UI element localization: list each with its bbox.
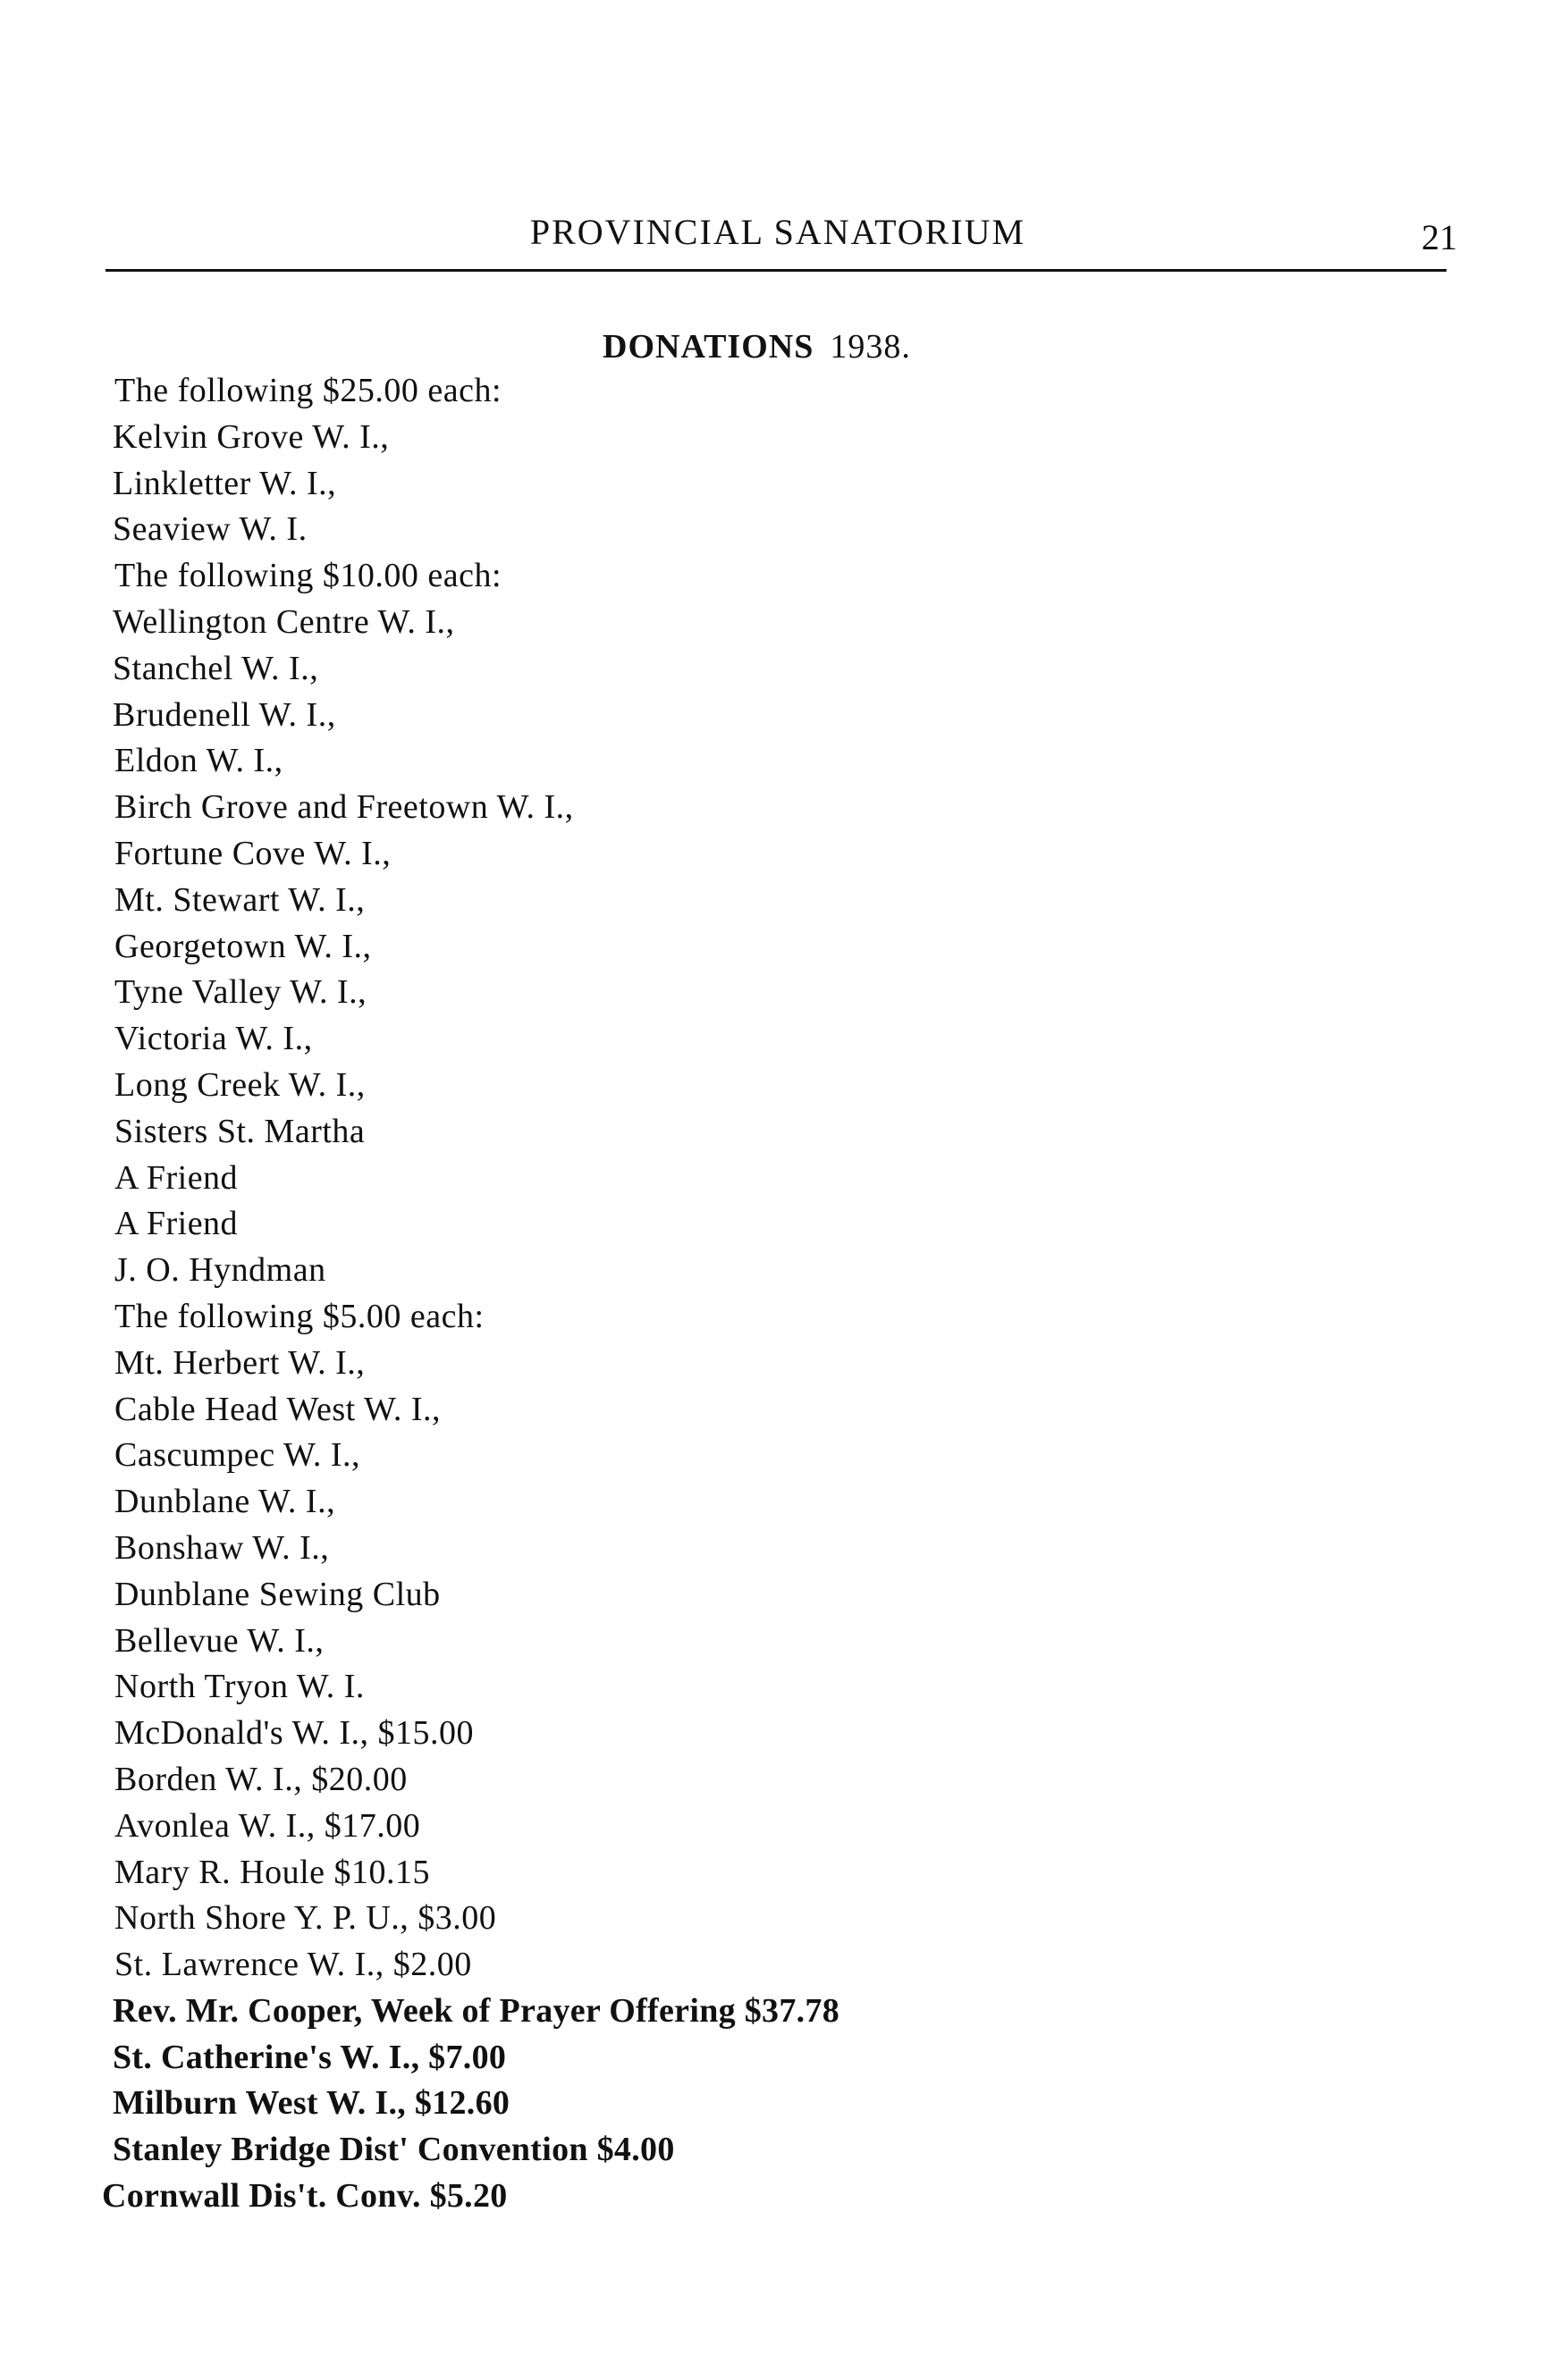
donation-entry: Rev. Mr. Cooper, Week of Prayer Offering $37.78 xyxy=(113,1991,840,2030)
donation-entry: Milburn West W. I., $12.60 xyxy=(113,2084,510,2123)
donation-entry: Borden W. I., $20.00 xyxy=(114,1760,408,1798)
donation-entry: A Friend xyxy=(114,1205,239,1243)
donation-entry: Stanley Bridge Dist' Convention $4.00 xyxy=(113,2131,675,2169)
donation-entry: Sisters St. Martha xyxy=(114,1112,366,1150)
donation-entry: Eldon W. I., xyxy=(114,742,283,780)
donation-entry: Brudenell W. I., xyxy=(113,695,336,734)
donation-entry: St. Catherine's W. I., $7.00 xyxy=(113,2038,507,2076)
running-head xyxy=(0,207,1552,257)
donation-entry: Cornwall Dis't. Conv. $5.20 xyxy=(102,2177,508,2216)
donation-list xyxy=(102,368,1371,2220)
donation-entry: St. Lawrence W. I., $2.00 xyxy=(114,1946,472,1984)
page-number: 21 xyxy=(1421,217,1457,257)
donation-entry: McDonald's W. I., $15.00 xyxy=(114,1714,475,1753)
donation-entry: Mary R. Houle $10.15 xyxy=(114,1853,431,1891)
donation-entry: Victoria W. I., xyxy=(114,1020,313,1058)
header-rule xyxy=(105,269,1447,272)
donation-group-heading: The following $5.00 each: xyxy=(114,1297,485,1335)
donation-entry: Dunblane Sewing Club xyxy=(114,1575,441,1613)
donation-entry: Linkletter W. I., xyxy=(113,464,337,502)
donation-entry: North Shore Y. P. U., $3.00 xyxy=(114,1899,497,1938)
section-title xyxy=(603,324,1067,370)
donation-entry: J. O. Hyndman xyxy=(114,1251,326,1290)
donation-entry: Long Creek W. I., xyxy=(114,1065,366,1104)
running-title: PROVINCIAL SANATORIUM xyxy=(529,212,1026,252)
donation-entry: Mt. Stewart W. I., xyxy=(114,880,366,919)
donation-entry: Birch Grove and Freetown W. I., xyxy=(114,788,574,827)
donation-group-heading: The following $25.00 each: xyxy=(114,372,502,409)
donation-entry: A Friend xyxy=(114,1158,239,1197)
donation-entry: North Tryon W. I. xyxy=(114,1668,365,1706)
donation-entry: Stanchel W. I., xyxy=(113,649,319,687)
donation-entry: Seaview W. I. xyxy=(113,510,308,549)
section-title-label: DONATIONS xyxy=(603,328,814,366)
donation-entry: Mt. Herbert W. I., xyxy=(114,1343,366,1382)
donation-entry: Georgetown W. I., xyxy=(114,927,372,965)
donation-entry: Bonshaw W. I., xyxy=(114,1528,330,1567)
donation-entry: Kelvin Grove W. I., xyxy=(113,417,390,456)
donation-entry: Avonlea W. I., $17.00 xyxy=(114,1806,421,1845)
donation-entry: Tyne Valley W. I., xyxy=(114,973,367,1012)
donation-entry: Dunblane W. I., xyxy=(114,1483,336,1521)
donation-entry: Cascumpec W. I., xyxy=(114,1436,361,1475)
donation-group-heading: The following $10.00 each: xyxy=(114,557,502,595)
donation-entry: Cable Head West W. I., xyxy=(114,1390,442,1428)
donation-entry: Bellevue W. I., xyxy=(114,1621,325,1660)
donation-entry: Fortune Cove W. I., xyxy=(114,834,392,872)
donation-entry: Wellington Centre W. I., xyxy=(113,602,455,641)
section-title-year: 1938. xyxy=(830,328,911,366)
